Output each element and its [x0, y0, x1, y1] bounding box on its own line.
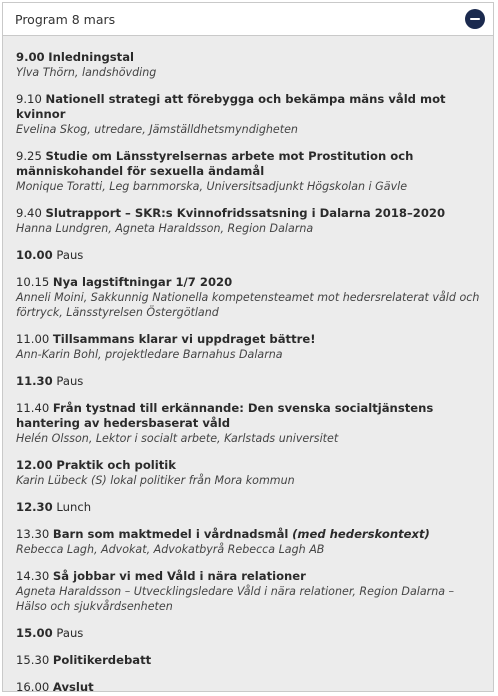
- agenda-time: 10.15: [16, 275, 50, 289]
- agenda-item-heading: [16, 149, 481, 179]
- agenda-title: Slutrapport – SKR:s Kvinnofridssatsning i Dalarna 2018–2020: [45, 206, 446, 220]
- agenda-item: [16, 653, 481, 668]
- agenda-title: Paus: [56, 248, 84, 262]
- agenda-time: 13.30: [16, 527, 50, 541]
- agenda-item: [16, 626, 481, 641]
- agenda-item: [16, 527, 481, 557]
- agenda-note: (med hederskontext): [292, 527, 430, 541]
- agenda-title: Inledningstal: [48, 50, 135, 64]
- agenda-title: Nationell strategi att förebygga och bekämpa mäns våld mot kvinnor: [16, 92, 446, 121]
- accordion-header[interactable]: [3, 3, 493, 36]
- agenda-item: [16, 50, 481, 80]
- agenda-item-heading: [16, 500, 481, 515]
- agenda-time: 14.30: [16, 569, 50, 583]
- agenda-item: [16, 332, 481, 362]
- agenda-item-heading: [16, 401, 481, 431]
- agenda-title: Från tystnad till erkännande: Den svenska socialtjänstens hantering av hedersbaserat våld: [16, 401, 434, 430]
- agenda-list: [3, 36, 493, 695]
- agenda-item: [16, 275, 481, 320]
- minus-circle-icon[interactable]: [465, 9, 485, 29]
- agenda-speaker: Ann-Karin Bohl, projektledare Barnahus Dalarna: [16, 348, 283, 361]
- agenda-title: Barn som maktmedel i vårdnadsmål: [52, 527, 289, 541]
- agenda-title: Lunch: [56, 500, 92, 514]
- agenda-time: 15.30: [16, 653, 50, 667]
- agenda-title: Avslut: [52, 680, 94, 694]
- agenda-item-heading: [16, 569, 481, 584]
- agenda-item-heading: [16, 527, 481, 542]
- agenda-item-heading: [16, 653, 481, 668]
- agenda-time: 11.00: [16, 332, 50, 346]
- agenda-time: 10.00: [16, 248, 53, 262]
- agenda-title: Tillsammans klarar vi uppdraget bättre!: [52, 332, 316, 346]
- agenda-item: [16, 569, 481, 614]
- agenda-time: 15.00: [16, 626, 53, 640]
- agenda-item: [16, 680, 481, 695]
- agenda-item: [16, 500, 481, 515]
- agenda-title: Paus: [56, 374, 84, 388]
- agenda-speaker: Rebecca Lagh, Advokat, Advokatbyrå Rebecca Lagh AB: [16, 543, 325, 556]
- agenda-item-heading: [16, 680, 481, 695]
- agenda-item-heading: [16, 206, 481, 221]
- agenda-speaker: Monique Toratti, Leg barnmorska, Universitsadjunkt Högskolan i Gävle: [16, 180, 408, 193]
- agenda-title: Så jobbar vi med Våld i nära relationer: [52, 569, 306, 583]
- agenda-item-heading: [16, 458, 481, 473]
- agenda-time: 11.30: [16, 374, 53, 388]
- agenda-time: 11.40: [16, 401, 50, 415]
- agenda-time: 9.25: [16, 149, 42, 163]
- agenda-item: [16, 92, 481, 137]
- agenda-time: 12.30: [16, 500, 53, 514]
- agenda-title: Politikerdebatt: [52, 653, 152, 667]
- agenda-speaker: Ylva Thörn, landshövding: [16, 66, 157, 79]
- agenda-title: Nya lagstiftningar 1/7 2020: [52, 275, 233, 289]
- agenda-item: [16, 149, 481, 194]
- agenda-speaker: Evelina Skog, utredare, Jämställdhetsmyndigheten: [16, 123, 298, 136]
- agenda-time: 9.10: [16, 92, 46, 106]
- agenda-time: 16.00: [16, 680, 53, 694]
- agenda-item-heading: [16, 374, 481, 389]
- agenda-time: 9.00: [16, 50, 45, 64]
- agenda-time: 12.00: [16, 458, 53, 472]
- agenda-speaker: Helén Olsson, Lektor i socialt arbete, Karlstads universitet: [16, 432, 339, 445]
- agenda-item-heading: [16, 248, 481, 263]
- agenda-item-heading: [16, 92, 481, 122]
- agenda-item-heading: [16, 50, 481, 65]
- accordion-title: Program 8 mars: [15, 11, 116, 27]
- agenda-time: 9.40: [16, 206, 42, 220]
- agenda-title: Studie om Länsstyrelsernas arbete mot Prostitution och människohandel för sexuella ändamål: [16, 149, 414, 178]
- agenda-speaker: Karin Lübeck (S) lokal politiker från Mora kommun: [16, 474, 295, 487]
- agenda-item: [16, 206, 481, 236]
- agenda-speaker: Agneta Haraldsson – Utvecklingsledare Våld i nära relationer, Region Dalarna – Hälso och sjukvårdsenheten: [16, 585, 455, 613]
- agenda-item-heading: [16, 332, 481, 347]
- agenda-item-heading: [16, 275, 481, 290]
- agenda-item: [16, 401, 481, 446]
- agenda-item: [16, 248, 481, 263]
- agenda-item: [16, 374, 481, 389]
- agenda-item: [16, 458, 481, 488]
- agenda-title: Paus: [56, 626, 84, 640]
- agenda-title: Praktik och politik: [56, 458, 176, 472]
- program-accordion: [2, 2, 494, 692]
- agenda-speaker: Hanna Lundgren, Agneta Haraldsson, Region Dalarna: [16, 222, 314, 235]
- agenda-speaker: Anneli Moini, Sakkunnig Nationella kompetensteamet mot hedersrelaterat våld och förtryck, Länsstyrelsen Östergötland: [16, 291, 480, 319]
- agenda-item-heading: [16, 626, 481, 641]
